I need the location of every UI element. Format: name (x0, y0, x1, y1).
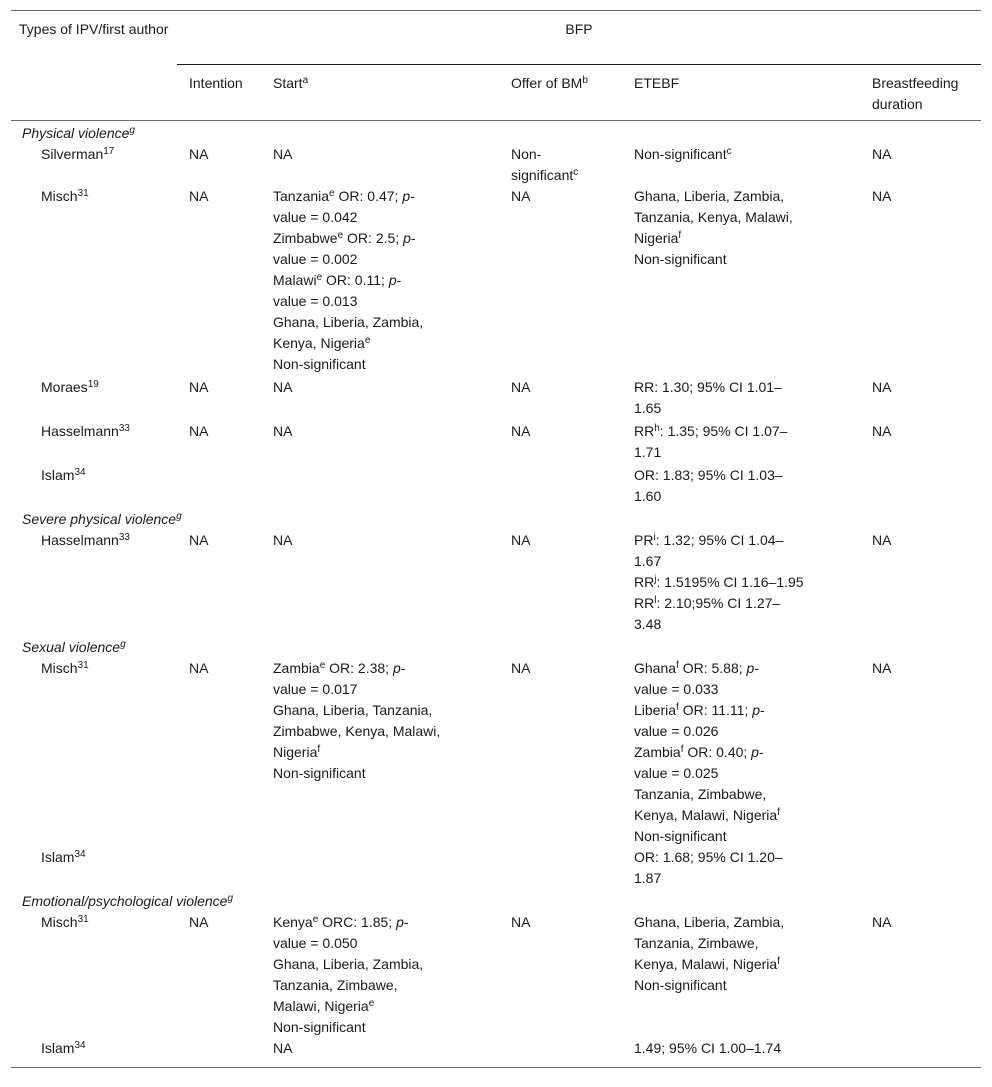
offer-cell: NA (511, 532, 531, 548)
table-row (11, 463, 981, 507)
author-cell: Hasselmann$^{33}$ (41, 532, 130, 548)
etebf-cell: OR: 1.68; 95% CI 1.20– 1.87 (634, 849, 783, 886)
author-cell: Hasselmann$^{33}$ (41, 423, 130, 439)
duration-cell: NA (872, 914, 892, 930)
start-cell: NA (273, 423, 293, 439)
author-cell: Moraes$^{19}$ (41, 379, 99, 395)
author-cell: Misch$^{31}$ (41, 660, 89, 676)
duration-cell: NA (872, 660, 892, 676)
start-cell: Kenya$^e$ ORC: 1.85; p- value = 0.050 Ghana, Liberia, Zambia, Tanzania, Zimbawe, Malawi, Nigeria$^e$ Non-significant (273, 914, 424, 1035)
intention-cell: NA (189, 660, 209, 676)
author-cell: Islam$^{34}$ (11, 1038, 177, 1068)
etebf-cell: Ghana, Liberia, Zambia, Tanzania, Kenya, Malawi, Nigeria$^f$ Non-significant (634, 188, 793, 267)
table-row (11, 419, 981, 463)
offer-cell: NA (511, 660, 531, 676)
author-cell: Silverman$^{17}$ (41, 146, 115, 162)
intention-cell: NA (189, 423, 209, 439)
table-row (11, 144, 981, 186)
duration-cell: NA (872, 146, 892, 162)
offer-cell: NA (511, 423, 531, 439)
intention-cell: NA (189, 532, 209, 548)
start-cell: NA (273, 146, 293, 162)
intention-cell: NA (189, 914, 209, 930)
etebf-cell: 1.49; 95% CI 1.00–1.74 (622, 1038, 860, 1068)
duration-cell: NA (872, 423, 892, 439)
offer-cell: NA (511, 188, 531, 204)
author-cell: Misch$^{31}$ (41, 188, 89, 204)
start-cell: NA (261, 1038, 499, 1068)
duration-cell: NA (872, 532, 892, 548)
intention-cell: NA (189, 188, 209, 204)
header-intention: Intention (177, 65, 261, 121)
intention-cell: NA (189, 146, 209, 162)
intention-cell: NA (189, 379, 209, 395)
section-emotional: Emotional/psychological violence$^g$ (22, 893, 234, 909)
header-bfp: BFP (177, 11, 981, 65)
section-physical: Physical violence$^g$ (22, 125, 135, 141)
offer-cell: Non- significant$^c$ (511, 146, 579, 183)
header-types: Types of IPV/first author (11, 11, 177, 121)
duration-cell: NA (872, 188, 892, 204)
table-row (11, 186, 981, 375)
etebf-cell: OR: 1.83; 95% CI 1.03– 1.60 (634, 467, 783, 504)
header-duration: Breastfeeding duration (860, 65, 981, 121)
header-offer: Offer of $BM^b$ (499, 65, 622, 121)
author-cell: Islam$^{34}$ (41, 467, 86, 483)
ipv-breastfeeding-table (11, 10, 981, 1068)
etebf-cell: $PR^i$: 1.32; 95% CI 1.04– 1.67 $RR^j$: 1.5195% CI 1.16–1.95 $RR^l$: 2.10;95% CI 1.27– 3.48 (634, 532, 804, 632)
etebf-cell: Ghana$^f$ OR: 5.88; p- value = 0.033 Liberia$^f$ OR: 11.11; p- value = 0.026 Zambia$^f$ OR: 0.40; p- value = 0.025 Tanzania, Zimbabwe, Kenya, Malawi, Nigeria$^f$ Non-significant (634, 660, 780, 844)
table-row (11, 530, 981, 635)
etebf-cell: Ghana, Liberia, Zambia, Tanzania, Zimbawe, Kenya, Malawi, Nigeria$^f$ Non-significant (634, 914, 785, 993)
table-row (11, 1038, 981, 1068)
start-cell: Tanzania$^e$ OR: 0.47; p- value = 0.042 Zimbabwe$^e$ OR: 2.5; p- value = 0.002 Malawi$^e$ OR: 0.11; p- value = 0.013 Ghana, Liberia, Zambia, Kenya, Nigeria$^e$ Non-significant (273, 188, 424, 372)
section-sexual: Sexual violence$^g$ (22, 639, 126, 655)
table-row (11, 912, 981, 1038)
etebf-cell: RR: 1.30; 95% CI 1.01– 1.65 (634, 379, 782, 416)
start-cell: NA (273, 532, 293, 548)
etebf-cell: Non-significant$^c$ (634, 146, 732, 162)
table-row (11, 375, 981, 419)
header-start: Start$^a$ (261, 65, 499, 121)
table-row (11, 847, 981, 889)
header-etebf: ETEBF (622, 65, 860, 121)
table-row (11, 658, 981, 847)
section-severe-physical: Severe physical violence$^g$ (22, 511, 182, 527)
author-cell: Islam$^{34}$ (41, 849, 86, 865)
offer-cell: NA (511, 914, 531, 930)
etebf-cell: $RR^h$: 1.35; 95% CI 1.07– 1.71 (634, 423, 788, 460)
offer-cell: NA (511, 379, 531, 395)
start-cell: NA (273, 379, 293, 395)
duration-cell: NA (872, 379, 892, 395)
start-cell: Zambia$^e$ OR: 2.38; p- value = 0.017 Ghana, Liberia, Tanzania, Zimbabwe, Kenya, Malawi, Nigeria$^f$ Non-significant (273, 660, 441, 781)
author-cell: Misch$^{31}$ (41, 914, 89, 930)
